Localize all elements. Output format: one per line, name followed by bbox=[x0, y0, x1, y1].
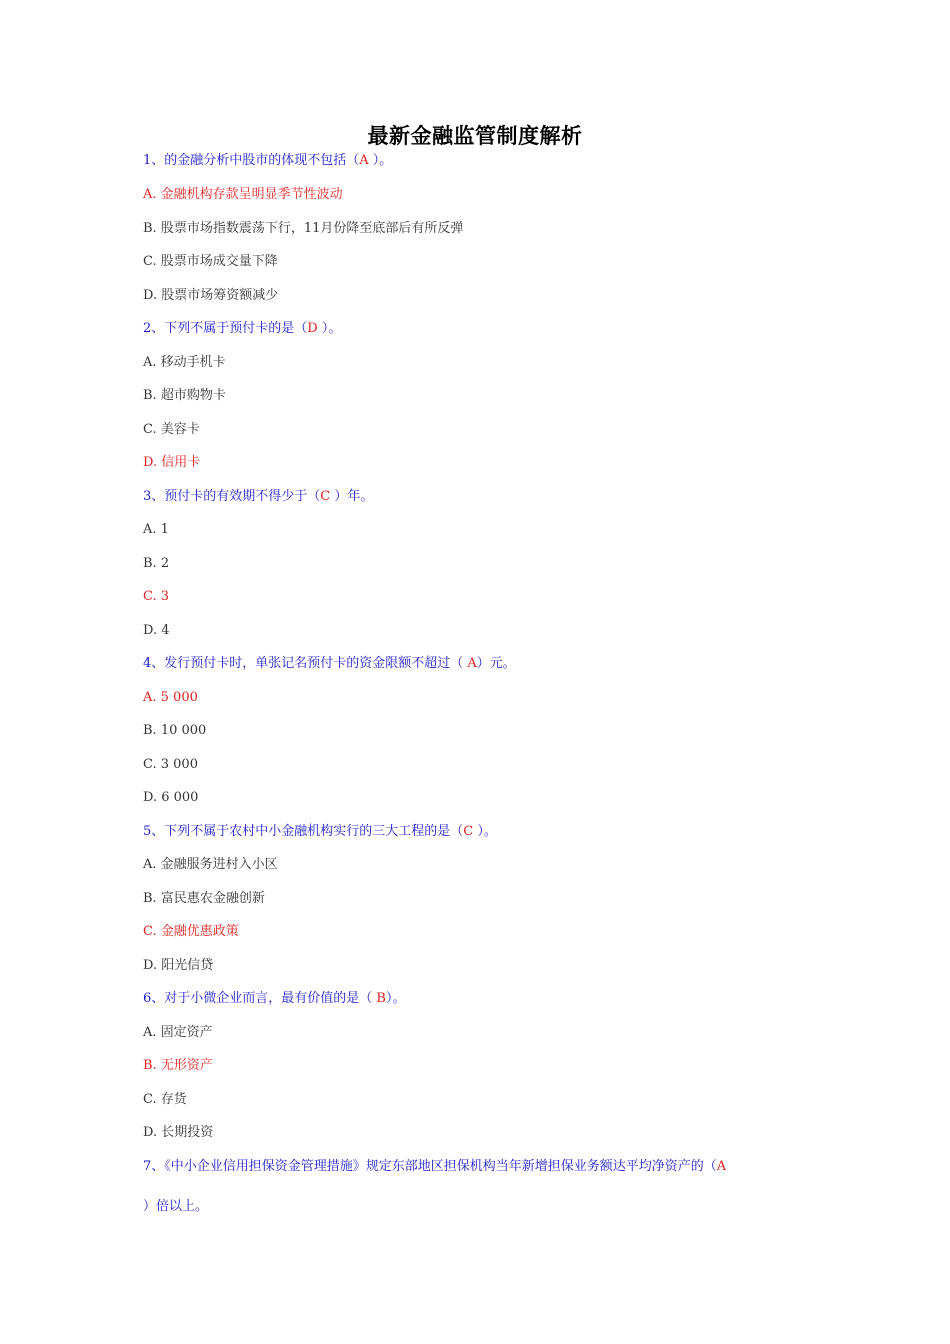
option-5c: C. 金融优惠政策 bbox=[143, 924, 239, 939]
question-3 bbox=[143, 488, 830, 506]
option-2d: D. 信用卡 bbox=[143, 455, 201, 470]
question-answer: A bbox=[716, 1159, 727, 1174]
question-stem: 5、下列不属于农村中小金融机构实行的三大工程的是（ bbox=[143, 824, 464, 839]
question-stem: 1、的金融分析中股市的体现不包括（ bbox=[143, 153, 360, 168]
option-1b: B. 股票市场指数震荡下行，11月份降至底部后有所反弹 bbox=[143, 221, 464, 236]
question-2 bbox=[143, 320, 830, 338]
option-4c: C. 3 000 bbox=[143, 757, 198, 772]
option-2b: B. 超市购物卡 bbox=[143, 388, 226, 403]
option-6b: B. 无形资产 bbox=[143, 1058, 213, 1073]
question-5 bbox=[143, 823, 830, 841]
question-6 bbox=[143, 990, 830, 1008]
question-answer: C bbox=[463, 824, 474, 839]
option-5d: D. 阳光信贷 bbox=[143, 958, 214, 973]
question-stem: 2、下列不属于预付卡的是（ bbox=[143, 321, 308, 336]
question-stem-end: ）。 bbox=[473, 824, 497, 839]
question-1 bbox=[143, 152, 830, 170]
option-2a: A. 移动手机卡 bbox=[143, 355, 226, 370]
option-4b: B. 10 000 bbox=[143, 723, 207, 738]
option-4d: D. 6 000 bbox=[143, 790, 199, 805]
option-3b: B. 2 bbox=[143, 556, 170, 571]
question-7-continuation: ）倍以上。 bbox=[143, 1199, 209, 1214]
question-answer: A bbox=[359, 153, 369, 168]
option-1d: D. 股票市场筹资额减少 bbox=[143, 288, 279, 303]
question-stem-end: ）年。 bbox=[330, 489, 374, 504]
option-1a: A. 金融机构存款呈明显季节性波动 bbox=[143, 187, 343, 202]
question-answer: D bbox=[307, 321, 318, 336]
option-3c: C. 3 bbox=[143, 589, 170, 604]
question-answer: C bbox=[320, 489, 331, 504]
option-6c: C. 存货 bbox=[143, 1092, 187, 1107]
question-stem: 6、对于小微企业而言，最有价值的是（ bbox=[143, 991, 377, 1006]
question-stem-end: ）。 bbox=[368, 153, 393, 168]
question-stem: 3、预付卡的有效期不得少于（ bbox=[143, 489, 321, 504]
question-7 bbox=[143, 1158, 830, 1176]
question-answer: B bbox=[376, 991, 386, 1006]
document-title: 最新金融监管制度解析 bbox=[367, 124, 583, 148]
option-3a: A. 1 bbox=[143, 522, 169, 537]
question-stem-end: ）。 bbox=[385, 991, 406, 1006]
option-6d: D. 长期投资 bbox=[143, 1125, 214, 1140]
question-4 bbox=[143, 655, 830, 673]
option-2c: C. 美容卡 bbox=[143, 422, 200, 437]
option-5a: A. 金融服务进村入小区 bbox=[143, 857, 278, 872]
question-stem: 7、《中小企业信用担保资金管理措施》规定东部地区担保机构当年新增担保业务额达平均净资产的（ bbox=[143, 1159, 717, 1174]
option-5b: B. 富民惠农金融创新 bbox=[143, 891, 265, 906]
option-3d: D. 4 bbox=[143, 623, 170, 638]
option-1c: C. 股票市场成交量下降 bbox=[143, 254, 278, 269]
question-stem-end: ）。 bbox=[317, 321, 342, 336]
question-stem-end: ）元。 bbox=[476, 656, 516, 671]
option-6a: A. 固定资产 bbox=[143, 1025, 213, 1040]
question-stem: 4、发行预付卡时，单张记名预付卡的资金限额不超过（ bbox=[143, 656, 468, 671]
question-answer: A bbox=[467, 656, 477, 671]
option-4a: A. 5 000 bbox=[143, 690, 198, 705]
